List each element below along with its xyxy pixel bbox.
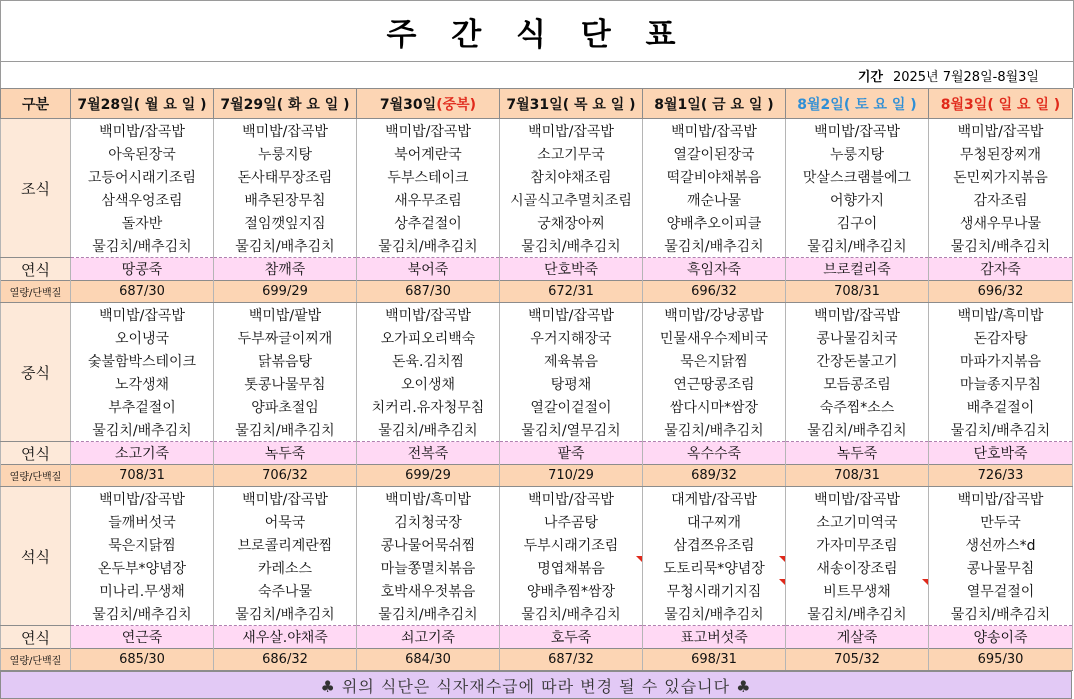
snack-item: 새우살.야채죽	[214, 626, 357, 649]
kcal-label: 열량/단백질	[1, 465, 71, 487]
menu-item: 묵은지닭찜	[643, 349, 786, 372]
menu-item: 우거지해장국	[500, 326, 643, 349]
menu-item: 백미밥/흑미밥	[929, 303, 1073, 327]
menu-row	[1, 487, 1073, 511]
snack-item: 팥죽	[500, 442, 643, 465]
snack-row	[1, 442, 1073, 465]
menu-item: 김구이	[786, 211, 929, 234]
snack-item: 쇠고기죽	[357, 626, 500, 649]
menu-item: 간장돈불고기	[786, 349, 929, 372]
menu-item: 어묵국	[214, 510, 357, 533]
menu-item: 백미밥/잡곡밥	[643, 119, 786, 143]
menu-item: 명엽채볶음	[500, 556, 643, 579]
menu-item: 백미밥/잡곡밥	[929, 487, 1073, 511]
menu-item: 물김치/열무김치	[500, 418, 643, 442]
menu-item: 비트무생채	[786, 579, 929, 602]
menu-row	[1, 395, 1073, 418]
kcal-value: 708/31	[786, 465, 929, 487]
menu-item: 카레소스	[214, 556, 357, 579]
kcal-value: 726/33	[929, 465, 1073, 487]
menu-item: 고등어시래기조림	[71, 165, 214, 188]
menu-item: 노각생채	[71, 372, 214, 395]
menu-item: 김치청국장	[357, 510, 500, 533]
menu-item: 두부짜글이찌개	[214, 326, 357, 349]
menu-item: 열갈이된장국	[643, 142, 786, 165]
meal-label: 중식	[1, 303, 71, 442]
menu-item: 물김치/배추김치	[786, 602, 929, 626]
kcal-value: 685/30	[71, 649, 214, 671]
menu-item: 무청된장찌개	[929, 142, 1073, 165]
kcal-value: 708/31	[71, 465, 214, 487]
period-value: 2025년 7월28일-8월3일	[892, 69, 1039, 85]
snack-row	[1, 626, 1073, 649]
kcal-value: 696/32	[643, 281, 786, 303]
day-header	[643, 89, 786, 119]
menu-item: 백미밥/잡곡밥	[214, 487, 357, 511]
day-date: 8월1일	[654, 96, 701, 113]
menu-item: 백미밥/잡곡밥	[214, 119, 357, 143]
kcal-value: 687/30	[357, 281, 500, 303]
snack-item: 전복죽	[357, 442, 500, 465]
menu-item: 물김치/배추김치	[357, 234, 500, 258]
menu-item: 두부스테이크	[357, 165, 500, 188]
kcal-value: 699/29	[214, 281, 357, 303]
menu-item: 양파초절임	[214, 395, 357, 418]
menu-item: 만두국	[929, 510, 1073, 533]
day-header	[214, 89, 357, 119]
menu-row	[1, 119, 1073, 143]
menu-item: 호박새우젓볶음	[357, 579, 500, 602]
menu-item: 물김치/배추김치	[214, 418, 357, 442]
menu-item: 돈사태무장조림	[214, 165, 357, 188]
day-weekday: ( 일 요 일 )	[987, 96, 1061, 113]
kcal-value: 710/29	[500, 465, 643, 487]
snack-item: 북어죽	[357, 258, 500, 281]
kcal-row	[1, 649, 1073, 671]
menu-item: 마파가지볶음	[929, 349, 1073, 372]
period-row	[0, 62, 1074, 88]
menu-item: 백미밥/잡곡밥	[500, 303, 643, 327]
day-header	[929, 89, 1073, 119]
menu-item: 물김치/배추김치	[214, 234, 357, 258]
day-weekday: ( 토 요 일 )	[843, 96, 917, 113]
menu-item: 물김치/배추김치	[357, 418, 500, 442]
menu-row	[1, 142, 1073, 165]
snack-item: 소고기죽	[71, 442, 214, 465]
menu-item: 참치야채조림	[500, 165, 643, 188]
menu-item: 생새우무나물	[929, 211, 1073, 234]
menu-item: 생선까스*d	[929, 533, 1073, 556]
meal-label: 석식	[1, 487, 71, 626]
menu-item: 물김치/배추김치	[929, 418, 1073, 442]
day-date: 8월3일	[940, 96, 988, 113]
menu-item: 백미밥/잡곡밥	[71, 303, 214, 327]
menu-item: 나주곰탕	[500, 510, 643, 533]
menu-item: 백미밥/잡곡밥	[500, 487, 643, 511]
menu-item: 탕평채	[500, 372, 643, 395]
menu-item: 배추겉절이	[929, 395, 1073, 418]
menu-item: 오가피오리백숙	[357, 326, 500, 349]
menu-row	[1, 188, 1073, 211]
snack-item: 표고버섯죽	[643, 626, 786, 649]
menu-item: 연근땅콩조림	[643, 372, 786, 395]
menu-item: 새우무조림	[357, 188, 500, 211]
menu-item: 물김치/배추김치	[643, 602, 786, 626]
kcal-value: 706/32	[214, 465, 357, 487]
day-weekday: ( 금 요 일 )	[700, 96, 774, 113]
menu-item: 대게밥/잡곡밥	[643, 487, 786, 511]
menu-item: 온두부*양념장	[71, 556, 214, 579]
menu-row	[1, 303, 1073, 327]
menu-item: 물김치/배추김치	[929, 602, 1073, 626]
menu-item: 오이생채	[357, 372, 500, 395]
menu-item: 숙주나물	[214, 579, 357, 602]
menu-item: 민물새우수제비국	[643, 326, 786, 349]
menu-item: 백미밥/잡곡밥	[71, 487, 214, 511]
menu-item: 백미밥/잡곡밥	[786, 119, 929, 143]
day-date: 7월28일	[77, 96, 134, 113]
menu-item: 감자조림	[929, 188, 1073, 211]
menu-item: 콩나물어묵쉬찜	[357, 533, 500, 556]
menu-item: 두부시래기조림	[500, 533, 643, 556]
menu-item: 백미밥/잡곡밥	[786, 303, 929, 327]
menu-item: 물김치/배추김치	[71, 234, 214, 258]
menu-item: 물김치/배추김치	[71, 602, 214, 626]
day-weekday: (중복)	[436, 96, 477, 113]
menu-row	[1, 418, 1073, 442]
menu-item: 양배추오이피클	[643, 211, 786, 234]
period-label: 기간	[857, 69, 883, 85]
snack-row	[1, 258, 1073, 281]
menu-item: 백미밥/잡곡밥	[929, 119, 1073, 143]
menu-item: 절임깻잎지짐	[214, 211, 357, 234]
snack-label: 연식	[1, 258, 71, 281]
menu-item: 상추겉절이	[357, 211, 500, 234]
menu-item: 콩나물김치국	[786, 326, 929, 349]
kcal-value: 708/31	[786, 281, 929, 303]
menu-row	[1, 234, 1073, 258]
menu-item: 물김치/배추김치	[214, 602, 357, 626]
snack-label: 연식	[1, 626, 71, 649]
menu-row	[1, 510, 1073, 533]
menu-item: 백미밥/흑미밥	[357, 487, 500, 511]
kcal-label: 열량/단백질	[1, 649, 71, 671]
snack-item: 옥수수죽	[643, 442, 786, 465]
menu-item: 양배추찜*쌈장	[500, 579, 643, 602]
menu-item: 마늘종지무침	[929, 372, 1073, 395]
menu-item: 삼겹쯔유조림	[643, 533, 786, 556]
menu-item: 열갈이겉절이	[500, 395, 643, 418]
menu-item: 열무겉절이	[929, 579, 1073, 602]
menu-item: 북어계란국	[357, 142, 500, 165]
menu-item: 들깨버섯국	[71, 510, 214, 533]
kcal-value: 672/31	[500, 281, 643, 303]
kcal-value: 684/30	[357, 649, 500, 671]
day-weekday: ( 목 요 일 )	[562, 96, 636, 113]
menu-item: 백미밥/팥밥	[214, 303, 357, 327]
kcal-row	[1, 465, 1073, 487]
menu-item: 오이냉국	[71, 326, 214, 349]
kcal-value: 687/32	[500, 649, 643, 671]
menu-item: 물김치/배추김치	[786, 418, 929, 442]
menu-item: 삼색우엉조림	[71, 188, 214, 211]
snack-item: 참깨죽	[214, 258, 357, 281]
menu-item: 맛살스크램블에그	[786, 165, 929, 188]
menu-item: 닭볶음탕	[214, 349, 357, 372]
meal-label: 조식	[1, 119, 71, 258]
menu-item: 도토리묵*양념장	[643, 556, 786, 579]
day-header	[786, 89, 929, 119]
menu-item: 톳콩나물무침	[214, 372, 357, 395]
day-header	[500, 89, 643, 119]
menu-item: 백미밥/잡곡밥	[357, 119, 500, 143]
snack-item: 양송이죽	[929, 626, 1073, 649]
kcal-value: 686/32	[214, 649, 357, 671]
menu-item: 시골식고추멸치조림	[500, 188, 643, 211]
header-row	[1, 89, 1073, 119]
kcal-value: 687/30	[71, 281, 214, 303]
menu-item: 무청시래기지짐	[643, 579, 786, 602]
snack-item: 녹두죽	[786, 442, 929, 465]
snack-item: 녹두죽	[214, 442, 357, 465]
snack-item: 연근죽	[71, 626, 214, 649]
snack-item: 감자죽	[929, 258, 1073, 281]
menu-item: 콩나물무침	[929, 556, 1073, 579]
menu-item: 제육볶음	[500, 349, 643, 372]
menu-item: 배추된장무침	[214, 188, 357, 211]
menu-item: 물김치/배추김치	[929, 234, 1073, 258]
day-header	[357, 89, 500, 119]
menu-item: 돈육.김치찜	[357, 349, 500, 372]
menu-item: 백미밥/강낭콩밥	[643, 303, 786, 327]
snack-item: 단호박죽	[500, 258, 643, 281]
category-header: 구분	[1, 89, 71, 119]
menu-item: 누룽지탕	[214, 142, 357, 165]
menu-item: 치커리.유자청무침	[357, 395, 500, 418]
day-date: 7월31일	[506, 96, 563, 113]
menu-row	[1, 556, 1073, 579]
kcal-value: 689/32	[643, 465, 786, 487]
menu-item: 물김치/배추김치	[643, 418, 786, 442]
day-date: 7월30일	[379, 96, 437, 113]
menu-item: 깨순나물	[643, 188, 786, 211]
kcal-value: 705/32	[786, 649, 929, 671]
menu-item: 숙주찜*소스	[786, 395, 929, 418]
kcal-row	[1, 281, 1073, 303]
page-title: 주 간 식 단 표	[0, 0, 1074, 62]
menu-item: 물김치/배추김치	[500, 602, 643, 626]
menu-item: 모듬콩조림	[786, 372, 929, 395]
snack-label: 연식	[1, 442, 71, 465]
footer-table	[0, 671, 1072, 699]
menu-item: 묵은지닭찜	[71, 533, 214, 556]
snack-item: 흑임자죽	[643, 258, 786, 281]
menu-item: 물김치/배추김치	[71, 418, 214, 442]
menu-item: 물김치/배추김치	[357, 602, 500, 626]
snack-item: 게살죽	[786, 626, 929, 649]
menu-item: 떡갈비야채볶음	[643, 165, 786, 188]
menu-item: 백미밥/잡곡밥	[357, 303, 500, 327]
menu-item: 부추겉절이	[71, 395, 214, 418]
menu-item: 궁채장아찌	[500, 211, 643, 234]
menu-row	[1, 579, 1073, 602]
footer-note: ♣ 위의 식단은 식자재수급에 따라 변경 될 수 있습니다 ♣	[1, 672, 1072, 699]
menu-item: 백미밥/잡곡밥	[500, 119, 643, 143]
kcal-value: 698/31	[643, 649, 786, 671]
snack-item: 브로컬리죽	[786, 258, 929, 281]
menu-item: 물김치/배추김치	[643, 234, 786, 258]
menu-item: 미나리.무생채	[71, 579, 214, 602]
menu-item: 돌자반	[71, 211, 214, 234]
day-date: 7월29일	[220, 96, 277, 113]
day-date: 8월2일	[797, 96, 844, 113]
menu-row	[1, 211, 1073, 234]
day-weekday: ( 화 요 일 )	[276, 96, 350, 113]
menu-item: 마늘쫑멸치볶음	[357, 556, 500, 579]
menu-item: 쌈다시마*쌈장	[643, 395, 786, 418]
menu-row	[1, 372, 1073, 395]
menu-item: 물김치/배추김치	[500, 234, 643, 258]
menu-item: 소고기미역국	[786, 510, 929, 533]
menu-item: 누룽지탕	[786, 142, 929, 165]
menu-row	[1, 165, 1073, 188]
kcal-label: 열량/단백질	[1, 281, 71, 303]
menu-item: 돈민찌가지볶음	[929, 165, 1073, 188]
snack-item: 단호박죽	[929, 442, 1073, 465]
menu-item: 물김치/배추김치	[786, 234, 929, 258]
menu-row	[1, 349, 1073, 372]
menu-row	[1, 602, 1073, 626]
menu-item: 숯불함박스테이크	[71, 349, 214, 372]
menu-item: 가자미무조림	[786, 533, 929, 556]
menu-item: 소고기무국	[500, 142, 643, 165]
menu-row	[1, 326, 1073, 349]
menu-item: 브로콜리계란찜	[214, 533, 357, 556]
menu-row	[1, 533, 1073, 556]
menu-item: 대구찌개	[643, 510, 786, 533]
day-weekday: ( 월 요 일 )	[133, 96, 207, 113]
kcal-value: 695/30	[929, 649, 1073, 671]
weekly-menu-table	[0, 88, 1073, 671]
snack-item: 땅콩죽	[71, 258, 214, 281]
menu-item: 백미밥/잡곡밥	[71, 119, 214, 143]
menu-item: 새송이장조림	[786, 556, 929, 579]
menu-item: 아욱된장국	[71, 142, 214, 165]
day-header	[71, 89, 214, 119]
menu-item: 백미밥/잡곡밥	[786, 487, 929, 511]
kcal-value: 699/29	[357, 465, 500, 487]
menu-item: 돈감자탕	[929, 326, 1073, 349]
snack-item: 호두죽	[500, 626, 643, 649]
menu-item: 어향가지	[786, 188, 929, 211]
kcal-value: 696/32	[929, 281, 1073, 303]
